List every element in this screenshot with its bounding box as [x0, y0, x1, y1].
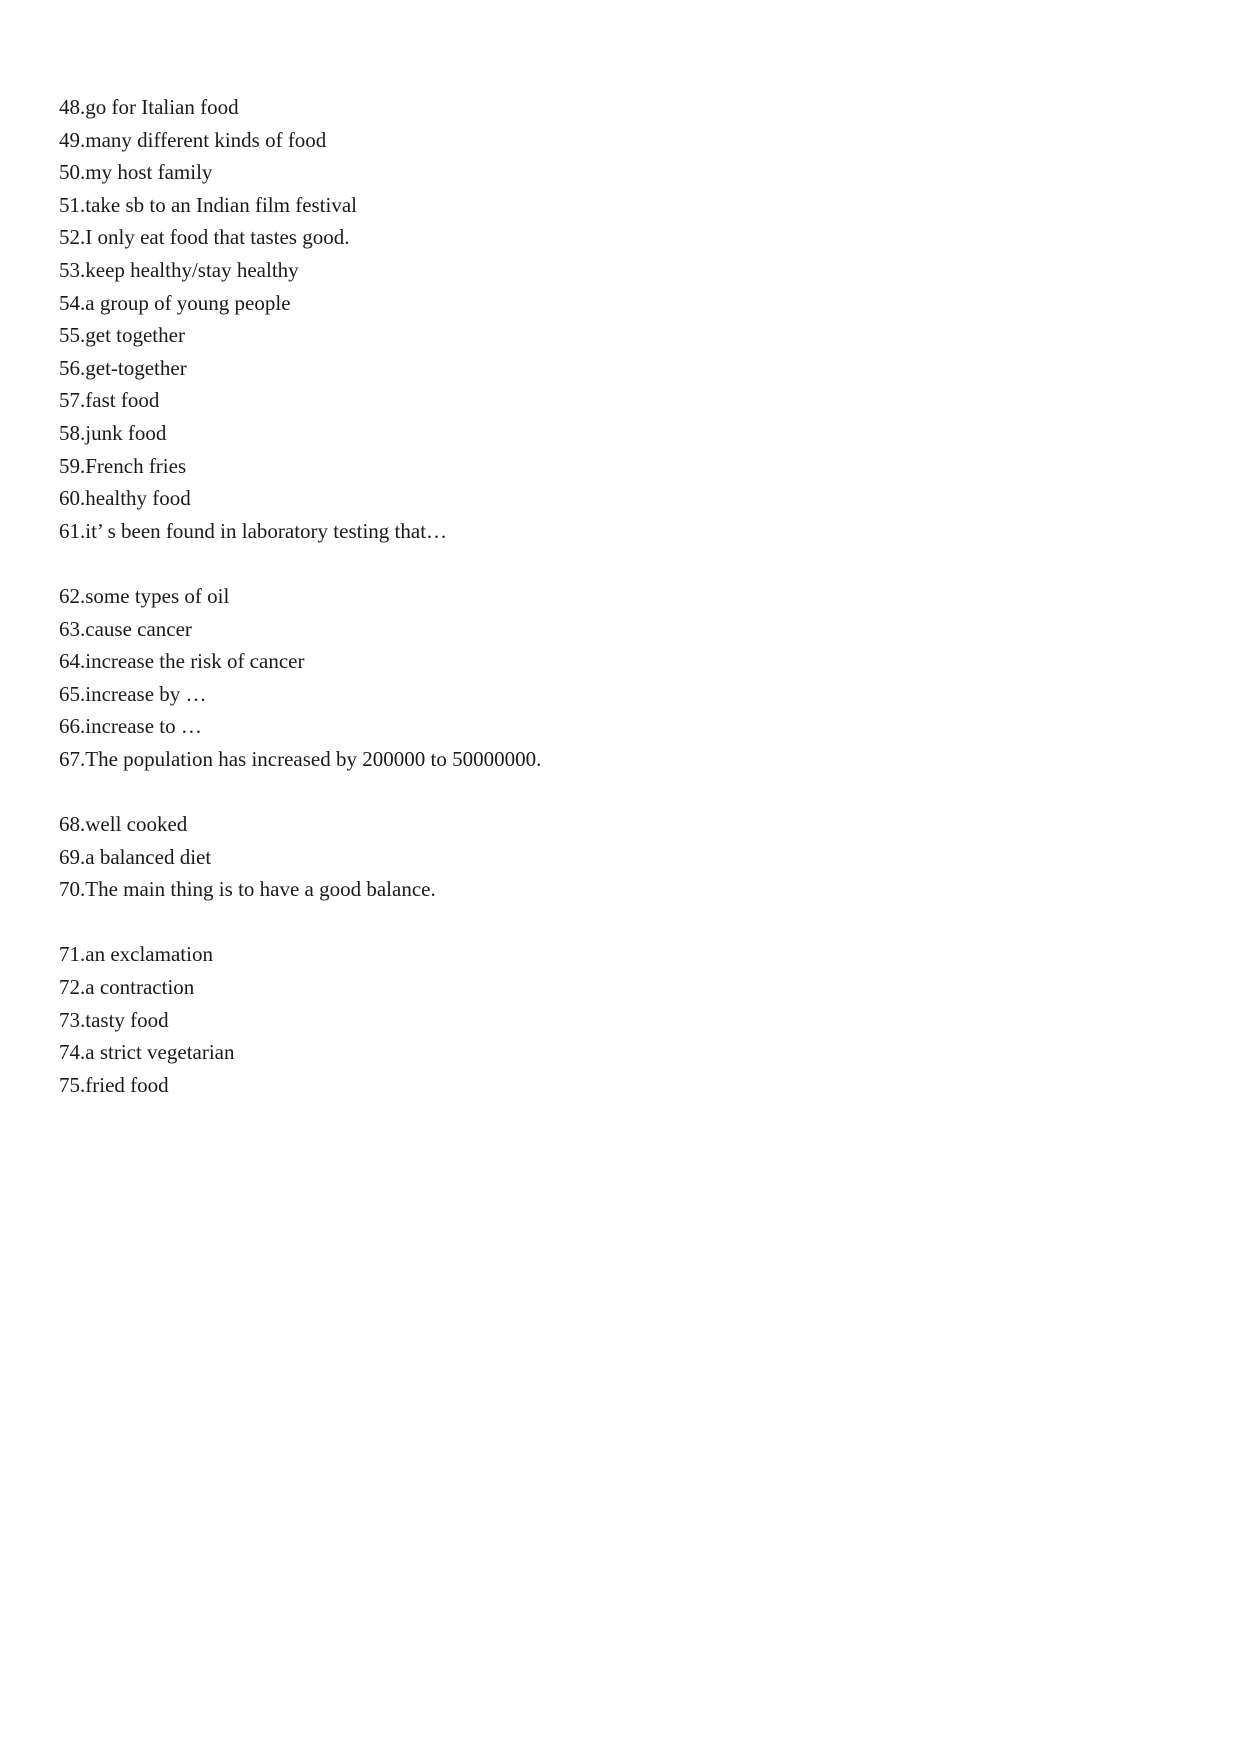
list-item: 57.fast food [59, 388, 160, 413]
list-item: 62.some types of oil [59, 583, 230, 608]
list-item: 66.increase to … [59, 714, 202, 739]
list-item: 55.get together [59, 323, 185, 348]
list-item: 70.The main thing is to have a good balance. [59, 877, 436, 902]
list-item: 56.get-together [59, 355, 187, 380]
list-item: 65.increase by … [59, 681, 207, 706]
list-item: 54.a group of young people [59, 290, 291, 315]
list-item: 58.junk food [59, 420, 167, 445]
blank-line [59, 775, 541, 808]
list-item: 60.healthy food [59, 486, 191, 511]
list-item: 50.my host family [59, 160, 213, 185]
list-item: 72.a contraction [59, 975, 195, 1000]
list-item: 51.take sb to an Indian film festival [59, 192, 358, 217]
list-item: 59.French fries [59, 453, 187, 478]
list-item: 74.a strict vegetarian [59, 1040, 235, 1065]
list-item: 73.tasty food [59, 1007, 169, 1032]
list-item: 52.I only eat food that tastes good. [59, 225, 350, 250]
list-item: 63.cause cancer [59, 616, 192, 641]
list-item: 48.go for Italian food [59, 95, 239, 119]
list-item: 71.an exclamation [59, 942, 213, 967]
list-item: 53.keep healthy/stay healthy [59, 257, 299, 282]
list-item: 68.well cooked [59, 812, 188, 837]
phrase-list [59, 91, 541, 1101]
list-item: 69.a balanced diet [59, 844, 212, 869]
blank-line [59, 547, 541, 580]
list-item: 67.The population has increased by 200000 to 50000000. [59, 746, 542, 771]
list-item: 64.increase the risk of cancer [59, 649, 305, 674]
blank-line [59, 906, 541, 939]
list-item: 49.many different kinds of food [59, 127, 327, 152]
list-item: 61.it’ s been found in laboratory testing that… [59, 518, 448, 543]
list-item: 75.fried food [59, 1072, 169, 1097]
